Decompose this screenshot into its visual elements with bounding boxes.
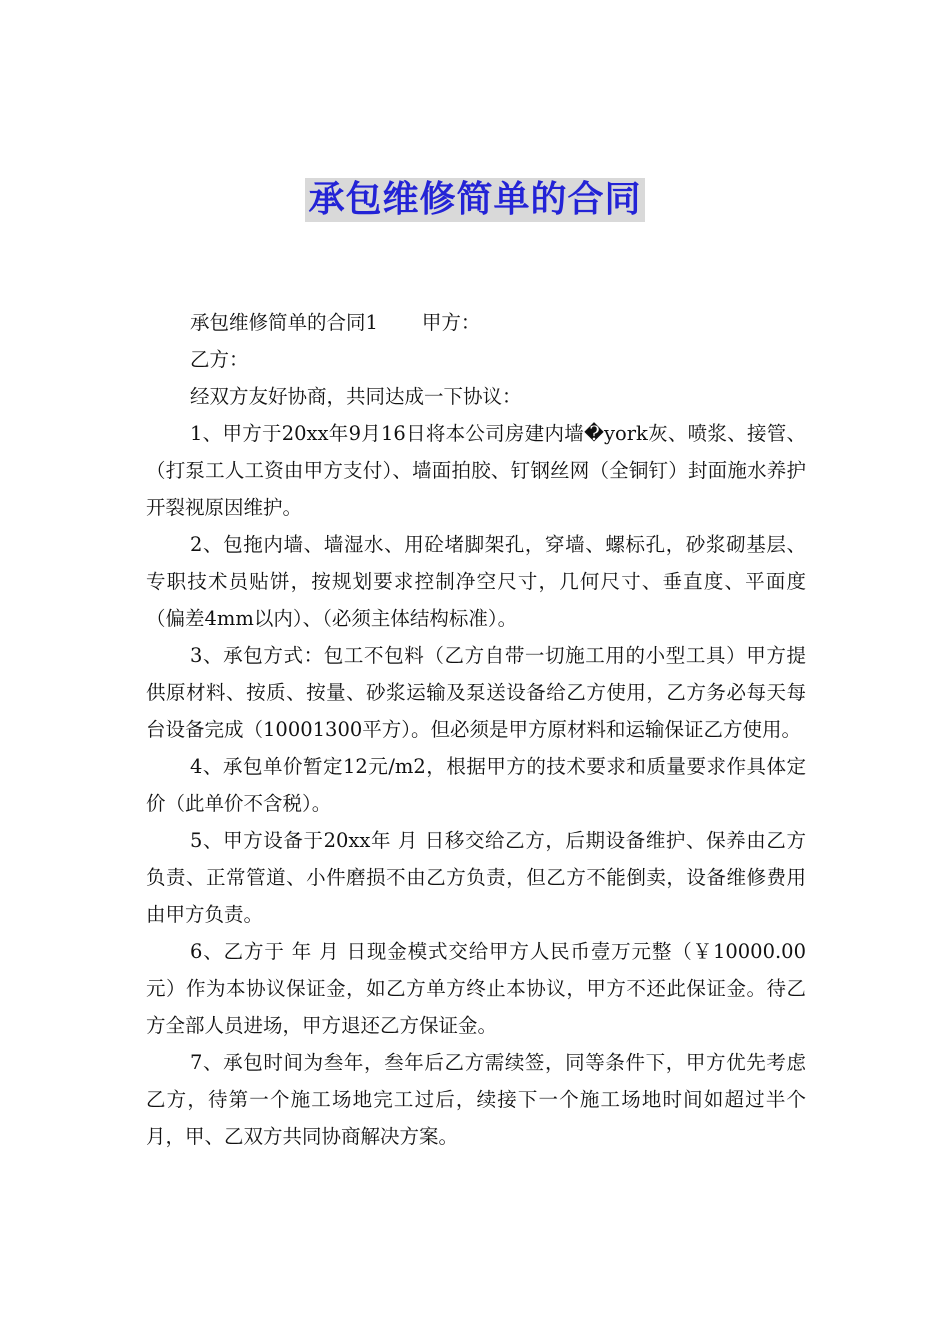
contract-label: 承包维修简单的合同1 [190, 311, 378, 334]
clause-1: 1、甲方于20xx年9月16日将本公司房建内墙�york灰、喷浆、接管、（打泵工人工资由甲方支付）、墙面拍胶、钉钢丝网（全铜钉）封面施水养护开裂视原因维护。 [146, 422, 806, 519]
clause-3: 3、承包方式：包工不包料（乙方自带一切施工用的小型工具）甲方提供原材料、按质、按量、砂浆运输及泵送设备给乙方使用，乙方务必每天每台设备完成（10001300平方）。但必须是甲方原材料和运输保证乙方使用。 [146, 644, 806, 741]
document-body [146, 304, 806, 1155]
clause-4: 4、承包单价暂定12元/m2，根据甲方的技术要求和质量要求作具体定价（此单价不含税）。 [146, 755, 806, 815]
clause-6: 6、乙方于 年 月 日现金模式交给甲方人民币壹万元整（￥10000.00元）作为本协议保证金，如乙方单方终止本协议，甲方不还此保证金。待乙方全部人员进场，甲方退还乙方保证金。 [146, 940, 806, 1037]
header-line [146, 304, 806, 341]
party-b-label: 乙方： [190, 348, 249, 371]
clause-5: 5、甲方设备于20xx年 月 日移交给乙方，后期设备维护、保养由乙方负责、正常管道、小件磨损不由乙方负责，但乙方不能倒卖，设备维修费用由甲方负责。 [146, 829, 806, 926]
title-container [0, 178, 950, 222]
document-title: 承包维修简单的合同 [305, 178, 644, 222]
clause-7: 7、承包时间为叁年，叁年后乙方需续签，同等条件下，甲方优先考虑乙方，待第一个施工场地完工过后，续接下一个施工场地时间如超过半个月，甲、乙双方共同协商解决方案。 [146, 1051, 806, 1148]
party-a-label: 甲方： [421, 311, 481, 334]
intro-paragraph: 经双方友好协商，共同达成一下协议： [190, 385, 522, 408]
clause-2: 2、包拖内墙、墙湿水、用砼堵脚架孔，穿墙、螺标孔，砂浆砌基层、专职技术员贴饼，按规划要求控制净空尺寸，几何尺寸、垂直度、平面度（偏差4mm以内）、（必须主体结构标准）。 [146, 533, 806, 630]
